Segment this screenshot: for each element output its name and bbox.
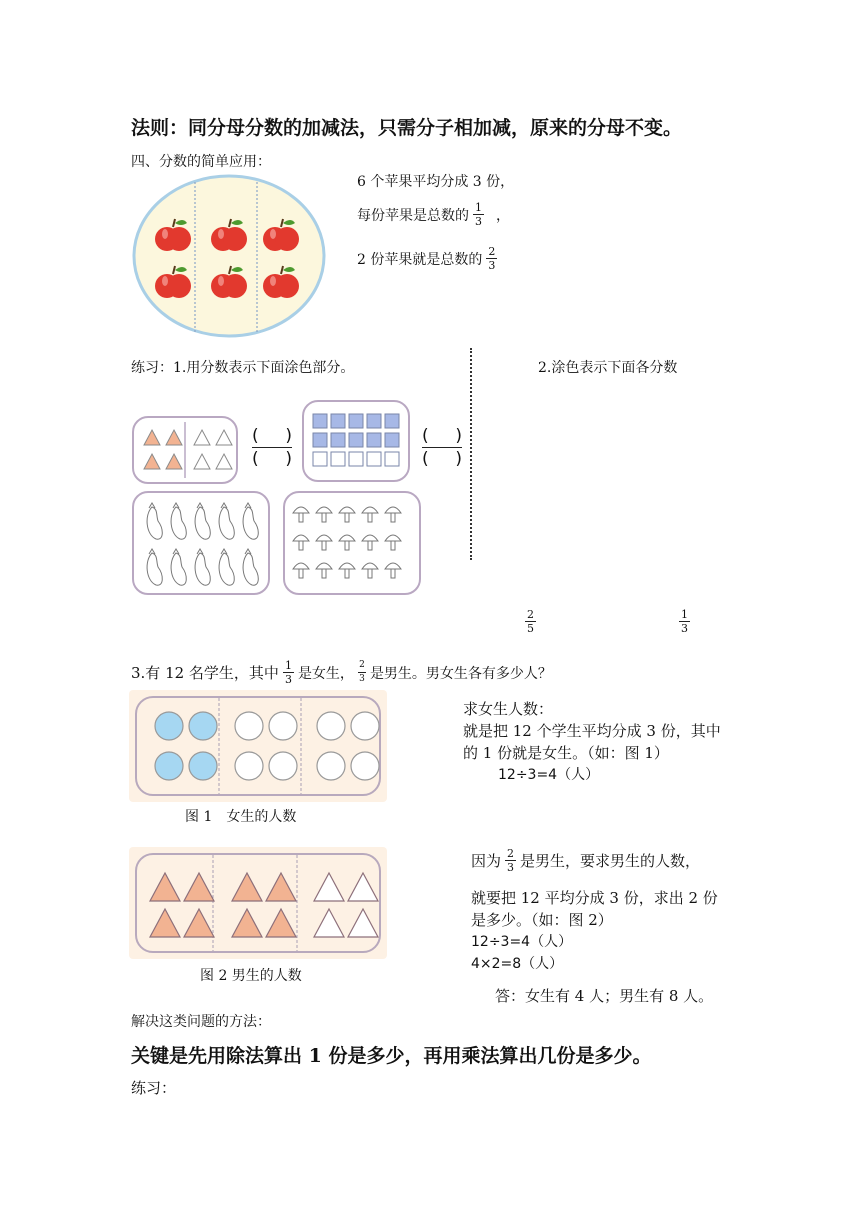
frac-num: 1 (681, 608, 688, 621)
eggplant-icon (219, 503, 234, 539)
girls-explanation (463, 698, 721, 786)
practice2-title: 2.涂色表示下面各分数 (538, 360, 678, 376)
girls-line1: 就是把 12 个学生平均分成 3 份，其中 (463, 722, 721, 740)
eggplant-icon (243, 503, 258, 539)
shaded-triangle (144, 454, 160, 469)
boys-line1-rest: 是男生，要求男生的人数， (520, 852, 701, 870)
boys-calc1: 12÷3=4（人） (471, 934, 573, 950)
shaded-square (331, 414, 345, 428)
answer-blank-1[interactable]: ( ) ( ) (252, 426, 292, 469)
mushroom-icon (316, 535, 332, 550)
girl-circle (189, 712, 217, 740)
girls-calc: 12÷3=4（人） (498, 767, 600, 783)
boys-line1 (471, 848, 700, 873)
girl-circle (155, 712, 183, 740)
empty-circle (317, 752, 345, 780)
frac-num: 2 (488, 245, 496, 258)
empty-square (331, 452, 345, 466)
boy-triangle (232, 909, 262, 937)
fraction-girls (283, 660, 294, 685)
apple-diagram (131, 172, 327, 340)
boys-line3: 是多少。（如：图 2） (471, 911, 613, 929)
empty-circle (317, 712, 345, 740)
figure2-caption: 图 2 男生的人数 (200, 968, 302, 984)
mushroom-icon (293, 535, 309, 550)
apple-line-2 (357, 202, 510, 227)
frac-num: 2 (507, 847, 515, 860)
eggplant-icon (171, 503, 186, 539)
empty-square (385, 452, 399, 466)
frac-den: 3 (488, 259, 496, 272)
practice-end: 练习： (131, 1079, 177, 1097)
girl-circle (155, 752, 183, 780)
target-fraction-1-3 (675, 609, 694, 634)
mushroom-icon (293, 507, 309, 522)
empty-square (367, 452, 381, 466)
mushroom-icon (339, 535, 355, 550)
method-title: 解决这类问题的方法： (131, 1014, 271, 1030)
empty-circle (351, 752, 379, 780)
girls-line2: 的 1 份就是女生。（如：图 1） (463, 744, 669, 762)
figure2-panel (129, 847, 387, 959)
mushroom-icon (293, 563, 309, 578)
frac-den: 3 (475, 215, 482, 228)
shaded-triangle (144, 430, 160, 445)
apple-line-2-prefix: 每份苹果是总数的 (357, 207, 469, 224)
empty-triangle (194, 430, 210, 445)
shaded-triangle (166, 454, 182, 469)
boys-prefix: 因为 (471, 852, 502, 870)
empty-circle (351, 712, 379, 740)
rule-label: 法则： (131, 117, 189, 139)
boys-line2: 就要把 12 平均分成 3 份，求出 2 份 (471, 889, 718, 907)
shaded-square (367, 414, 381, 428)
shaded-triangle (166, 430, 182, 445)
mushroom-icon (362, 507, 378, 522)
mushroom-icon (316, 563, 332, 578)
boy-triangle (266, 909, 296, 937)
fraction-boys-two-thirds (505, 848, 516, 873)
fraction-two-thirds (486, 246, 497, 271)
mushroom-icon (385, 535, 401, 550)
shaded-square (385, 414, 399, 428)
frac-num: 2 (359, 660, 365, 670)
eggplant-icon (147, 549, 162, 585)
boy-triangle (184, 909, 214, 937)
empty-circle (269, 712, 297, 740)
fraction-boys (358, 660, 366, 685)
eggplant-icon (219, 549, 234, 585)
empty-triangle (216, 430, 232, 445)
method-text: 关键是先用除法算出 1 份是多少，再用乘法算出几份是多少。 (131, 1045, 652, 1067)
girl-circle (189, 752, 217, 780)
practice1-title: 练习：1.用分数表示下面涂色部分。 (131, 360, 355, 376)
mushroom-grid (285, 493, 419, 593)
rule-text: 同分母分数的加减法，只需分子相加减，原来的分母不变。 (188, 117, 683, 139)
eggplant-icon (195, 549, 210, 585)
empty-circle (269, 752, 297, 780)
shaded-square (349, 433, 363, 447)
eggplant-icon (147, 503, 162, 539)
boys-calc2: 4×2=8（人） (471, 956, 564, 972)
target-fraction-2-5 (521, 609, 540, 634)
triangle-card (132, 416, 238, 484)
frac-den: 3 (507, 861, 515, 874)
apple-line-3 (357, 246, 501, 271)
shaded-square (349, 414, 363, 428)
apple-line-2-suffix: ， (496, 207, 510, 224)
square-grid (304, 402, 408, 480)
problem3-text (131, 660, 552, 685)
shaded-square (313, 433, 327, 447)
empty-triangle (314, 909, 344, 937)
eggplant-grid (134, 493, 268, 593)
frac-den: 5 (527, 622, 534, 635)
apple-line-1: 6 个苹果平均分成 3 份， (357, 174, 515, 190)
frac-num: 1 (284, 659, 292, 672)
shaded-square (367, 433, 381, 447)
frac-num: 1 (475, 201, 482, 214)
square-card (302, 400, 410, 482)
empty-triangle (216, 454, 232, 469)
eggplant-icon (243, 549, 258, 585)
empty-triangle (314, 873, 344, 901)
eggplant-card (132, 491, 270, 595)
boy-triangle (184, 873, 214, 901)
boy-triangle (150, 909, 180, 937)
shaded-square (313, 414, 327, 428)
mushroom-icon (362, 535, 378, 550)
girls-heading: 求女生人数： (463, 700, 554, 718)
empty-square (313, 452, 327, 466)
mushroom-icon (339, 507, 355, 522)
eggplant-icon (171, 549, 186, 585)
problem3-prefix: 3.有 12 名学生，其中 (131, 664, 279, 682)
mushroom-icon (362, 563, 378, 578)
mushroom-icon (385, 563, 401, 578)
mushroom-card (283, 491, 421, 595)
answer-blank-2[interactable]: ( ) ( ) (422, 426, 462, 469)
empty-circle (235, 752, 263, 780)
mushroom-icon (316, 507, 332, 522)
shaded-square (331, 433, 345, 447)
boys-explanation (471, 887, 718, 975)
empty-square (349, 452, 363, 466)
shaded-square (385, 433, 399, 447)
frac-den: 3 (681, 622, 688, 635)
empty-triangle (194, 454, 210, 469)
boys-triangle-grid (129, 847, 387, 959)
mushroom-icon (385, 507, 401, 522)
boy-triangle (232, 873, 262, 901)
frac-den: 3 (284, 673, 292, 686)
figure1-caption: 图 1 女生的人数 (185, 809, 297, 825)
boy-triangle (266, 873, 296, 901)
section-title: 四、分数的简单应用： (131, 154, 271, 170)
section-divider (470, 348, 472, 560)
rule-line (131, 113, 682, 140)
empty-circle (235, 712, 263, 740)
mushroom-icon (339, 563, 355, 578)
fraction-one-third (473, 202, 484, 227)
boys-answer: 答：女生有 4 人；男生有 8 人。 (495, 987, 714, 1005)
eggplant-icon (195, 503, 210, 539)
apple-line-3-prefix: 2 份苹果就是总数的 (357, 251, 483, 268)
frac-num: 2 (527, 608, 534, 621)
problem3-middle: 是女生， (297, 665, 354, 682)
boy-triangle (150, 873, 180, 901)
problem3-suffix: 是男生。男女生各有多少人？ (369, 665, 552, 682)
empty-triangle (348, 873, 378, 901)
frac-den: 3 (359, 674, 365, 684)
empty-triangle (348, 909, 378, 937)
circle-grid (129, 690, 387, 802)
figure1-panel (129, 690, 387, 802)
triangle-grid (134, 418, 236, 482)
